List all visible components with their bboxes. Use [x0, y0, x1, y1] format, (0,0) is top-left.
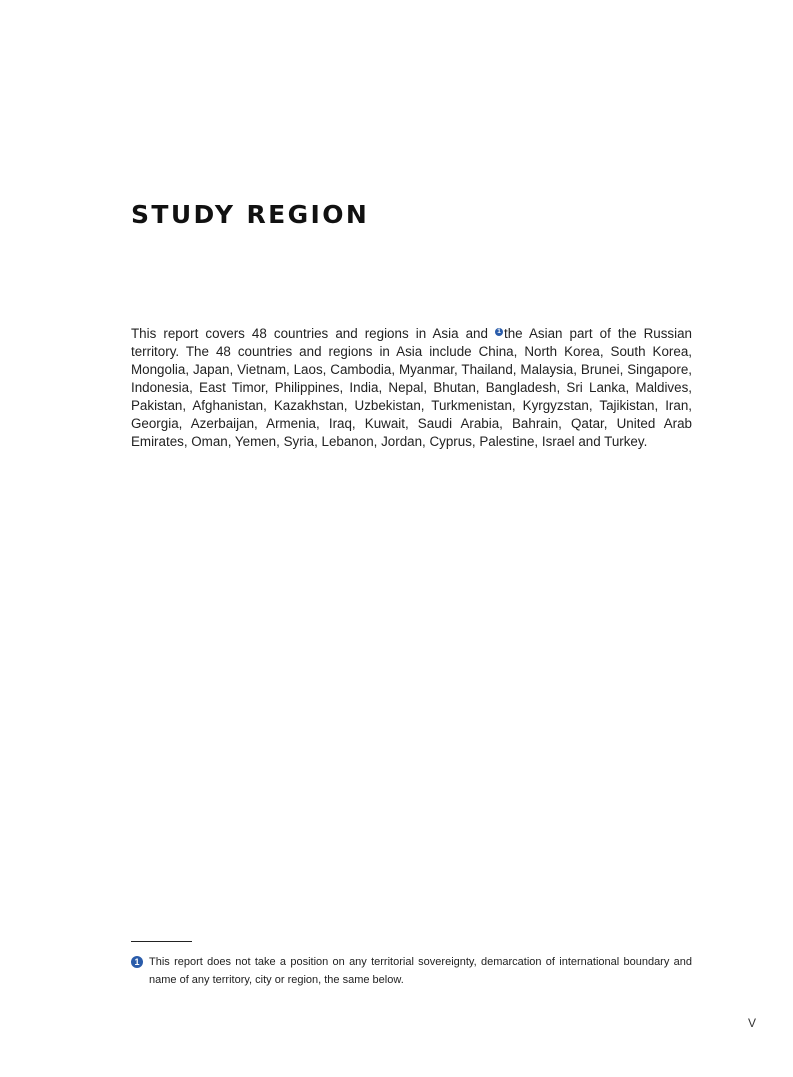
page-number: V [748, 1016, 757, 1030]
footnote-text: This report does not take a position on any territorial sovereignty, demarcation of international boundary and name of any territory, city or region, the same below. [149, 956, 692, 986]
paragraph-text-before-ref: This report covers 48 countries and regions in Asia and [131, 326, 496, 341]
body-paragraph [131, 325, 692, 451]
page-title: STUDY REGION [131, 200, 370, 229]
footnote-divider [131, 941, 192, 942]
paragraph-text-after-ref: the Asian part of the Russian territory. The 48 countries and regions in Asia include China, North Korea, South Korea, Mongolia, Japan, Vietnam, Laos, Cambodia, Myanmar, Thailand, Malaysia, Brunei, Singapore, Indonesia, East Timor, Philippines, India, Nepal, Bhutan, Bangladesh, Sri Lanka, Maldives, Pakistan, Afghanistan, Kazakhstan, Uzbekistan, Turkmenistan, Kyrgyzstan, Tajikistan, Iran, Georgia, Azerbaijan, Armenia, Iraq, Kuwait, Saudi Arabia, Bahrain, Qatar, United Arab Emirates, Oman, Yemen, Syria, Lebanon, Jordan, Cyprus, Palestine, Israel and Turkey. [131, 326, 692, 449]
footnote-reference-icon[interactable]: 1 [495, 328, 503, 336]
footnote-marker-icon: 1 [131, 956, 143, 968]
footnote [131, 953, 692, 989]
